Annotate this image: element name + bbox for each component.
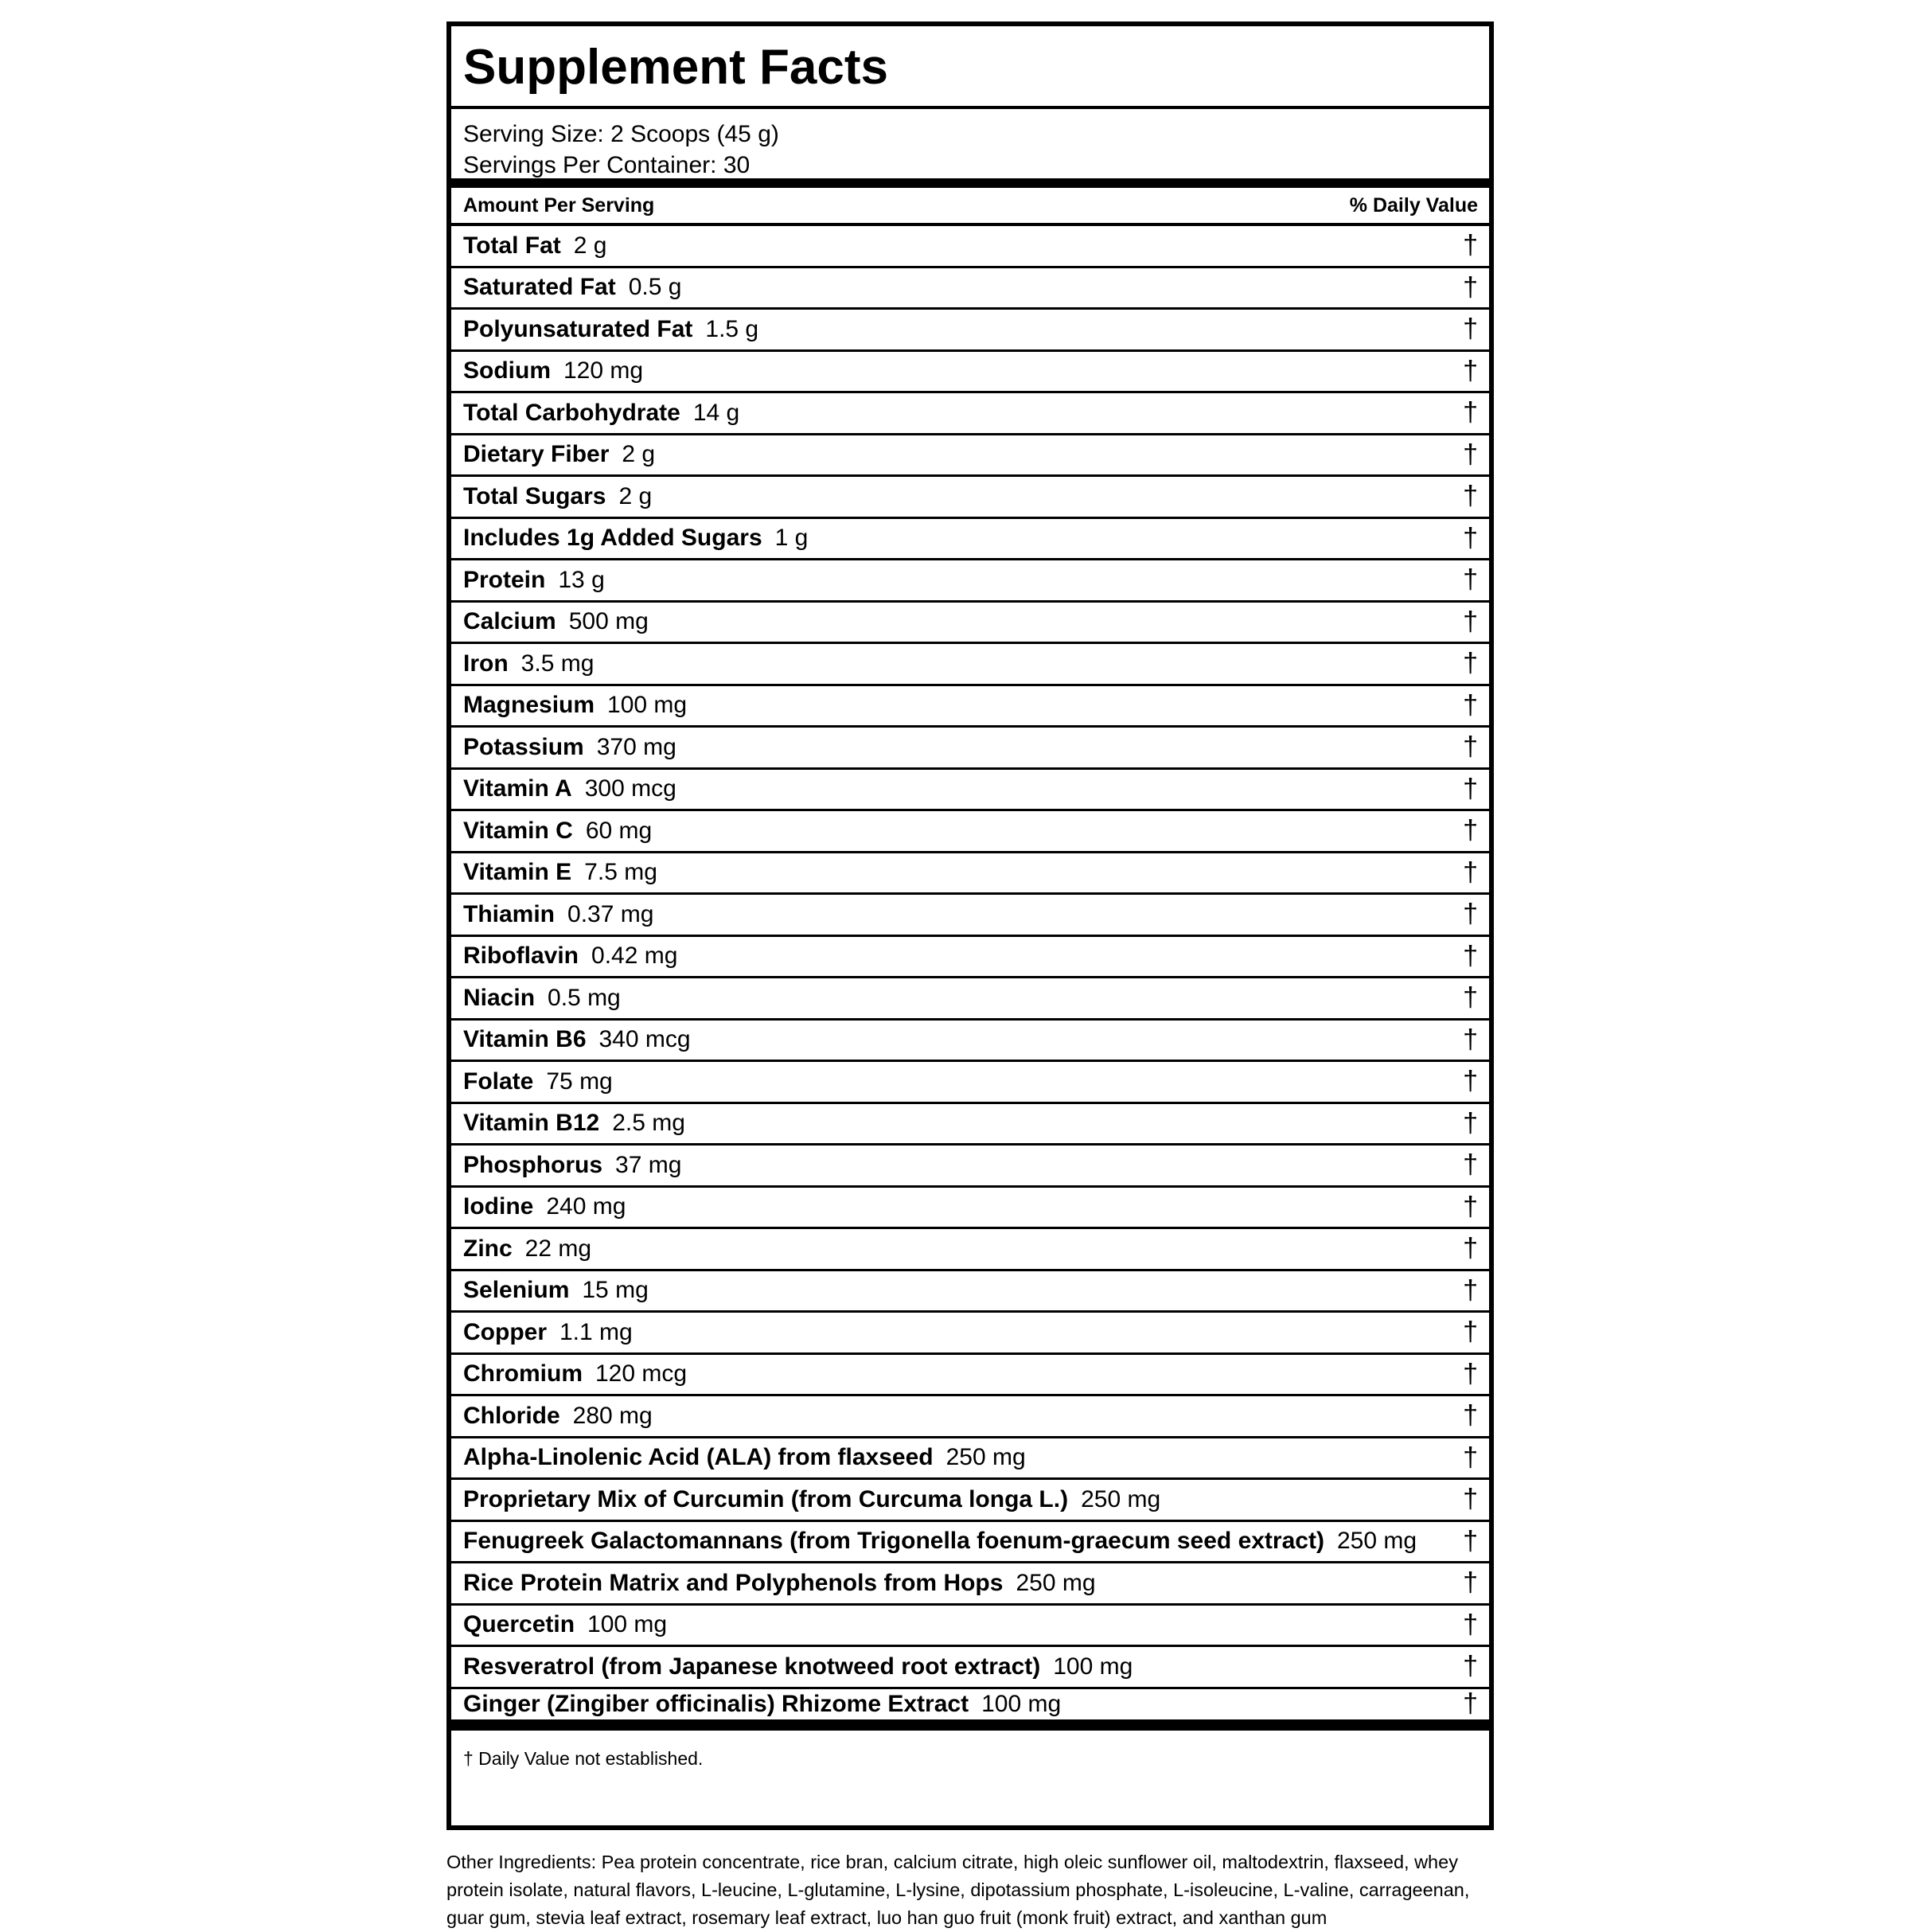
nutrient-daily-value: † [1463, 1688, 1478, 1719]
nutrient-label [463, 608, 649, 635]
nutrient-label [463, 1110, 685, 1137]
nutrient-label [463, 1026, 691, 1053]
serving-info [451, 109, 1489, 188]
nutrient-row [451, 978, 1489, 1021]
nutrient-amount: 14 g [692, 399, 740, 426]
nutrient-row [451, 1229, 1489, 1271]
nutrient-row [451, 603, 1489, 645]
nutrient-name: Phosphorus [463, 1151, 603, 1178]
nutrient-daily-value: † [1463, 606, 1478, 637]
nutrient-label [463, 232, 607, 260]
nutrient-label [463, 567, 605, 594]
nutrient-amount: 250 mg [1081, 1485, 1161, 1512]
nutrient-name: Selenium [463, 1277, 570, 1304]
nutrient-daily-value: † [1463, 481, 1478, 512]
nutrient-label [463, 483, 652, 510]
nutrient-name: Vitamin B6 [463, 1026, 587, 1053]
nutrient-row [451, 1104, 1489, 1146]
nutrient-row [451, 1062, 1489, 1104]
nutrient-daily-value: † [1463, 857, 1478, 888]
nutrient-amount: 250 mg [1336, 1528, 1417, 1555]
nutrient-amount: 250 mg [945, 1444, 1026, 1471]
nutrient-label [463, 1068, 613, 1095]
nutrient-name: Vitamin B12 [463, 1110, 600, 1137]
nutrient-row [451, 393, 1489, 435]
nutrient-row [451, 895, 1489, 937]
nutrient-name: Magnesium [463, 692, 595, 719]
nutrient-label [463, 1528, 1417, 1555]
nutrient-label [463, 274, 681, 301]
nutrient-row [451, 686, 1489, 728]
nutrient-label [463, 943, 677, 970]
nutrient-daily-value: † [1463, 230, 1478, 261]
nutrient-amount: 100 mg [981, 1690, 1062, 1717]
nutrient-amount: 2.5 mg [612, 1110, 685, 1137]
nutrient-row [451, 1271, 1489, 1313]
nutrient-daily-value: † [1463, 689, 1478, 720]
nutrient-daily-value: † [1463, 1525, 1478, 1556]
nutrient-amount: 60 mg [585, 817, 653, 844]
supplement-facts-panel [446, 21, 1494, 1830]
nutrient-label [463, 357, 643, 384]
daily-value-label: % Daily Value [1349, 193, 1478, 217]
nutrient-label [463, 400, 739, 427]
nutrient-daily-value: † [1463, 773, 1478, 804]
nutrient-daily-value: † [1463, 648, 1478, 679]
nutrient-amount: 0.37 mg [567, 900, 654, 927]
servings-per-container: Servings Per Container: 30 [463, 152, 751, 178]
nutrient-row [451, 770, 1489, 812]
nutrient-name: Resveratrol (from Japanese knotweed root extract) [463, 1653, 1041, 1680]
nutrient-name: Dietary Fiber [463, 441, 610, 468]
nutrient-amount: 300 mcg [584, 775, 676, 802]
nutrient-daily-value: † [1463, 1400, 1478, 1431]
nutrient-amount: 2 g [618, 482, 653, 509]
nutrient-label [463, 1360, 687, 1388]
nutrient-row [451, 1355, 1489, 1397]
nutrient-label [463, 441, 655, 468]
nutrient-row [451, 853, 1489, 896]
nutrient-label [463, 1403, 653, 1430]
nutrient-row [451, 811, 1489, 853]
nutrient-daily-value: † [1463, 940, 1478, 971]
nutrient-name: Total Sugars [463, 482, 606, 509]
nutrient-name: Alpha-Linolenic Acid (ALA) from flaxseed [463, 1444, 934, 1471]
nutrient-label [463, 734, 676, 761]
nutrient-daily-value: † [1463, 1149, 1478, 1181]
nutrient-amount: 37 mg [615, 1151, 682, 1178]
nutrient-amount: 1.5 g [705, 315, 759, 342]
nutrient-daily-value: † [1463, 982, 1478, 1013]
nutrient-label [463, 1319, 633, 1346]
nutrient-label [463, 901, 653, 928]
nutrient-amount: 13 g [558, 566, 605, 593]
footnote: † Daily Value not established. [463, 1748, 704, 1769]
nutrient-label [463, 1152, 681, 1179]
nutrient-amount: 100 mg [1053, 1653, 1133, 1680]
nutrient-row [451, 268, 1489, 310]
nutrient-amount: 370 mg [596, 733, 676, 760]
panel-title: Supplement Facts [451, 26, 1489, 109]
nutrient-name: Rice Protein Matrix and Polyphenols from Hops [463, 1569, 1004, 1596]
nutrient-amount: 340 mcg [598, 1026, 691, 1053]
nutrient-daily-value: † [1463, 314, 1478, 345]
nutrient-list [451, 226, 1489, 1731]
nutrient-label [463, 1653, 1133, 1680]
nutrient-label [463, 818, 652, 845]
nutrient-amount: 0.42 mg [591, 943, 678, 970]
nutrient-name: Thiamin [463, 900, 556, 927]
nutrient-daily-value: † [1463, 1567, 1478, 1598]
nutrient-row [451, 1606, 1489, 1648]
nutrient-daily-value: † [1463, 1107, 1478, 1138]
nutrient-label [463, 1570, 1096, 1597]
nutrient-name: Sodium [463, 357, 551, 384]
nutrient-amount: 1.1 mg [559, 1318, 633, 1345]
nutrient-row [451, 1563, 1489, 1606]
nutrient-amount: 100 mg [587, 1611, 668, 1638]
nutrient-name: Niacin [463, 984, 536, 1011]
nutrient-label [463, 1193, 626, 1220]
nutrient-row [451, 1522, 1489, 1564]
nutrient-name: Includes 1g Added Sugars [463, 525, 762, 552]
nutrient-daily-value: † [1463, 1651, 1478, 1682]
nutrient-amount: 15 mg [582, 1277, 649, 1304]
nutrient-daily-value: † [1463, 1024, 1478, 1055]
nutrient-daily-value: † [1463, 522, 1478, 553]
nutrient-row [451, 644, 1489, 686]
nutrient-name: Zinc [463, 1235, 513, 1262]
nutrient-daily-value: † [1463, 1358, 1478, 1389]
nutrient-amount: 3.5 mg [520, 650, 595, 677]
nutrient-daily-value: † [1463, 1609, 1478, 1640]
nutrient-row [451, 728, 1489, 770]
nutrient-row [451, 937, 1489, 979]
nutrient-name: Ginger (Zingiber officinalis) Rhizome Extract [463, 1690, 969, 1717]
nutrient-daily-value: † [1463, 1484, 1478, 1515]
nutrient-amount: 0.5 mg [548, 984, 621, 1011]
nutrient-name: Chloride [463, 1402, 560, 1429]
nutrient-row [451, 1480, 1489, 1522]
nutrient-label [463, 1444, 1026, 1471]
nutrient-amount: 1 g [774, 525, 809, 552]
nutrient-daily-value: † [1463, 899, 1478, 930]
nutrient-row [451, 310, 1489, 352]
nutrient-label [463, 1277, 649, 1304]
nutrient-daily-value: † [1463, 815, 1478, 846]
nutrient-row [451, 1146, 1489, 1188]
nutrient-row [451, 1647, 1489, 1689]
nutrient-name: Fenugreek Galactomannans (from Trigonella foenum-graecum seed extract) [463, 1528, 1324, 1555]
nutrient-row [451, 1021, 1489, 1063]
amount-per-serving-label: Amount Per Serving [463, 193, 655, 217]
nutrient-amount: 7.5 mg [584, 859, 657, 886]
nutrient-name: Vitamin E [463, 859, 572, 886]
nutrient-amount: 100 mg [607, 692, 688, 719]
nutrient-name: Total Carbohydrate [463, 399, 680, 426]
nutrient-daily-value: † [1463, 355, 1478, 386]
nutrient-name: Iodine [463, 1193, 534, 1220]
nutrient-name: Protein [463, 566, 546, 593]
nutrient-row [451, 1438, 1489, 1481]
nutrient-label [463, 985, 621, 1012]
nutrient-name: Riboflavin [463, 943, 579, 970]
nutrient-daily-value: † [1463, 271, 1478, 302]
nutrient-amount: 0.5 g [628, 274, 682, 301]
nutrient-amount: 280 mg [572, 1402, 653, 1429]
nutrient-row [451, 560, 1489, 603]
nutrient-amount: 2 g [573, 232, 607, 259]
column-header [451, 188, 1489, 226]
nutrient-row [451, 1689, 1489, 1731]
nutrient-amount: 250 mg [1016, 1569, 1096, 1596]
nutrient-name: Proprietary Mix of Curcumin (from Curcuma longa L.) [463, 1485, 1069, 1512]
nutrient-daily-value: † [1463, 1066, 1478, 1097]
nutrient-label [463, 1691, 1061, 1718]
nutrient-label [463, 859, 657, 886]
nutrient-row [451, 352, 1489, 394]
nutrient-daily-value: † [1463, 397, 1478, 428]
nutrient-name: Iron [463, 650, 509, 677]
nutrient-amount: 120 mcg [595, 1360, 688, 1388]
nutrient-row [451, 1313, 1489, 1355]
nutrient-label [463, 1611, 667, 1638]
nutrient-daily-value: † [1463, 732, 1478, 763]
nutrient-amount: 22 mg [524, 1235, 592, 1262]
nutrient-amount: 75 mg [546, 1067, 613, 1095]
nutrient-name: Copper [463, 1318, 547, 1345]
nutrient-amount: 2 g [622, 441, 656, 468]
nutrient-name: Folate [463, 1067, 534, 1095]
nutrient-row [451, 226, 1489, 268]
nutrient-row [451, 519, 1489, 561]
nutrient-daily-value: † [1463, 1317, 1478, 1348]
nutrient-amount: 120 mg [563, 357, 644, 384]
other-ingredients: Other Ingredients: Pea protein concentrate, rice bran, calcium citrate, high oleic sunflower oil, maltodextrin, flaxseed, whey protein isolate, natural flavors, L-leucine, L-glutamine, L-lysine, dipotassium phosphate, L-isoleucine, L-valine, carrageenan, guar gum, stevia leaf extract, rosemary leaf extract, luo han guo fruit (monk fruit) extract, and xanthan gum [446, 1852, 1470, 1928]
nutrient-label [463, 1486, 1160, 1513]
nutrient-name: Polyunsaturated Fat [463, 315, 693, 342]
nutrient-row [451, 477, 1489, 519]
nutrient-daily-value: † [1463, 439, 1478, 470]
nutrient-daily-value: † [1463, 1442, 1478, 1473]
nutrient-label [463, 1235, 591, 1263]
nutrient-row [451, 1188, 1489, 1230]
nutrient-row [451, 435, 1489, 478]
nutrient-name: Vitamin A [463, 775, 572, 802]
nutrient-name: Vitamin C [463, 817, 573, 844]
nutrient-name: Total Fat [463, 232, 561, 259]
nutrient-name: Chromium [463, 1360, 583, 1388]
nutrient-row [451, 1396, 1489, 1438]
nutrient-label [463, 650, 594, 677]
nutrient-daily-value: † [1463, 564, 1478, 595]
nutrient-name: Quercetin [463, 1611, 575, 1638]
nutrient-amount: 240 mg [546, 1193, 626, 1220]
serving-size: Serving Size: 2 Scoops (45 g) [463, 121, 779, 147]
nutrient-daily-value: † [1463, 1233, 1478, 1264]
nutrient-label [463, 692, 687, 719]
nutrient-name: Potassium [463, 733, 584, 760]
nutrient-daily-value: † [1463, 1274, 1478, 1306]
nutrient-label [463, 525, 808, 552]
nutrient-name: Saturated Fat [463, 274, 616, 301]
nutrient-label [463, 316, 758, 343]
nutrient-label [463, 775, 676, 802]
nutrient-name: Calcium [463, 608, 556, 635]
nutrient-amount: 500 mg [568, 608, 649, 635]
nutrient-daily-value: † [1463, 1191, 1478, 1222]
